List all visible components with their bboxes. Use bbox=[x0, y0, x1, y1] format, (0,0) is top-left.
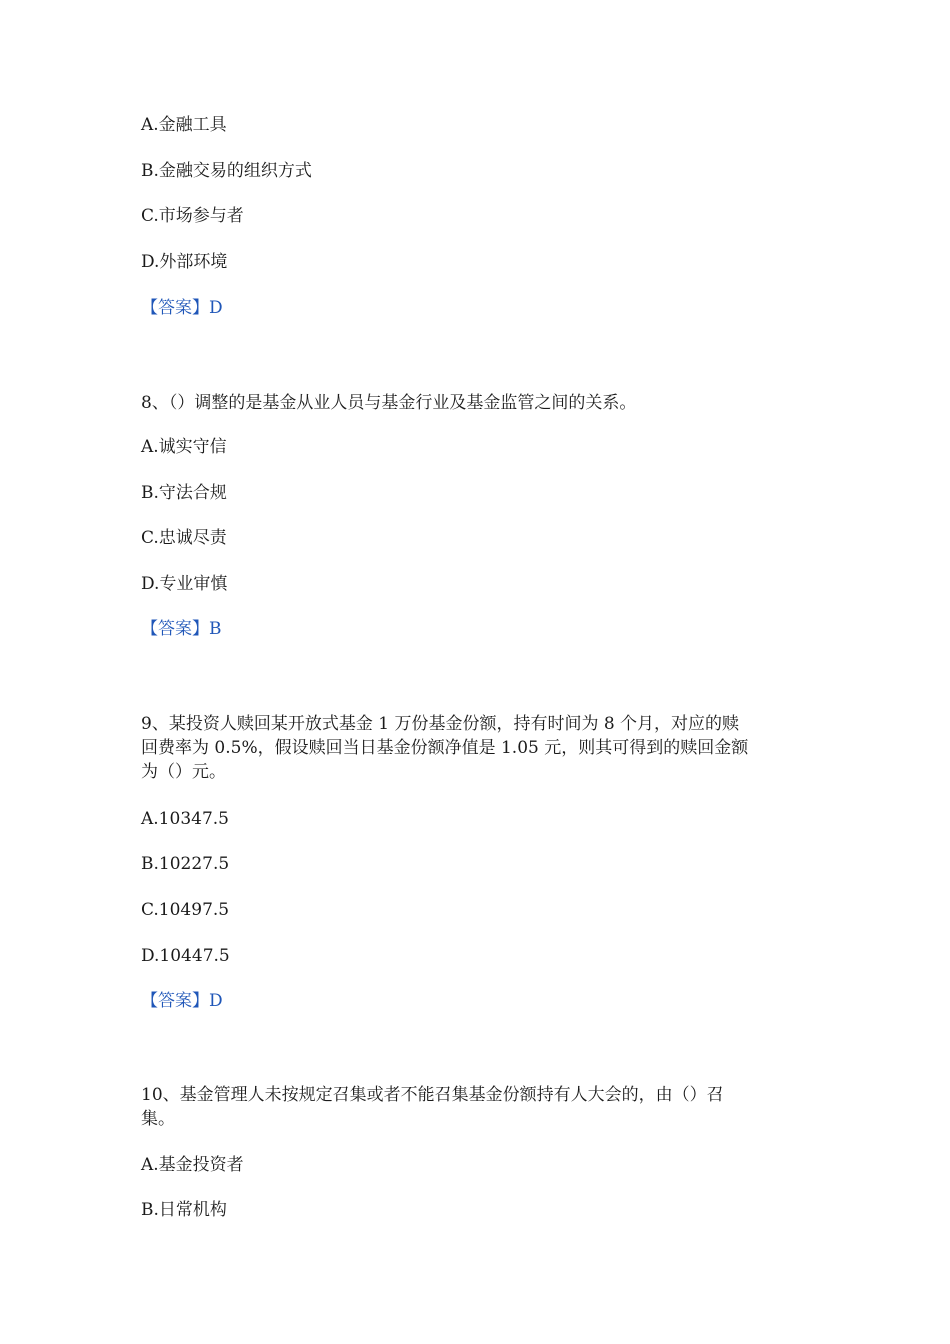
option-a: A.金融工具 bbox=[141, 115, 227, 135]
question-10-option-a: A.基金投资者 bbox=[141, 1155, 244, 1175]
question-9-stem-line-1: 9、某投资人赎回某开放式基金 1 万份基金份额，持有时间为 8 个月，对应的赎 bbox=[141, 714, 740, 734]
option-b: B.金融交易的组织方式 bbox=[141, 161, 312, 181]
option-c: C.市场参与者 bbox=[141, 206, 244, 226]
question-8-option-d: D.专业审慎 bbox=[141, 574, 228, 594]
question-8-option-b: B.守法合规 bbox=[141, 483, 227, 503]
question-8-option-c: C.忠诚尽责 bbox=[141, 528, 227, 548]
answer-label: 【答案】D bbox=[141, 298, 223, 318]
question-10-stem-line-1: 10、基金管理人未按规定召集或者不能召集基金份额持有人大会的，由（）召 bbox=[141, 1085, 724, 1105]
question-9-option-d: D.10447.5 bbox=[141, 946, 230, 966]
question-8-answer: 【答案】B bbox=[141, 619, 222, 639]
question-9-option-a: A.10347.5 bbox=[141, 809, 229, 829]
question-8-option-a: A.诚实守信 bbox=[141, 437, 227, 457]
question-9-option-c: C.10497.5 bbox=[141, 900, 230, 920]
question-8-stem: 8、（）调整的是基金从业人员与基金行业及基金监管之间的关系。 bbox=[141, 393, 637, 413]
question-9-answer: 【答案】D bbox=[141, 991, 223, 1011]
question-9-option-b: B.10227.5 bbox=[141, 854, 230, 874]
option-d: D.外部环境 bbox=[141, 252, 228, 272]
question-10-stem-line-2: 集。 bbox=[141, 1109, 175, 1129]
question-10-option-b: B.日常机构 bbox=[141, 1200, 227, 1220]
question-9-stem-line-3: 为（）元。 bbox=[141, 762, 226, 782]
question-9-stem-line-2: 回费率为 0.5%，假设赎回当日基金份额净值是 1.05 元，则其可得到的赎回金额 bbox=[141, 738, 749, 758]
